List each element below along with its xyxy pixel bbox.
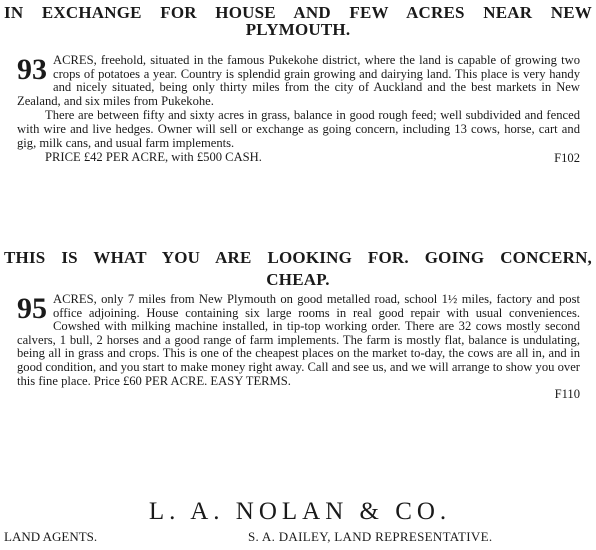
ad1-price-line <box>17 151 580 165</box>
representative-label: S. A. DAILEY, LAND REPRESENTATIVE. <box>248 529 493 544</box>
ad2-body <box>17 293 580 402</box>
firm-name: L. A. NOLAN & CO. <box>148 498 452 525</box>
ad2-reference-line <box>17 388 580 402</box>
ad1-price: PRICE £42 PER ACRE, with £500 CASH. <box>45 150 262 165</box>
ad2-headline-cont: CHEAP. <box>266 270 330 289</box>
ad1-headline: IN EXCHANGE FOR HOUSE AND FEW ACRES NEAR NEW <box>4 3 592 22</box>
ad2-reference: F110 <box>554 387 580 402</box>
ad1-paragraph-1: ACRES, freehold, situated in the famous Pukekohe district, where the land is capable of growing two crops of potatoes a year. Country is splendid grain growing and dairying land. This place is very handy and nicely situated, being only thirty miles from the city of Auckland and the best markets in New Zealand, and six miles from Pukekohe. <box>17 53 580 108</box>
ad1-body <box>17 54 580 166</box>
ad2-headline: THIS IS WHAT YOU ARE LOOKING FOR. GOING CONCERN, <box>4 248 592 267</box>
ad2-acres-number: 95 <box>17 292 47 325</box>
ad2-paragraph: ACRES, only 7 miles from New Plymouth on good metalled road, school 1½ miles, factory and post office adjoining. House containing six large rooms in real good repair with usual conveniences. Cowshed with milking machine installed, in tip-top working order. There are 32 cows mostly second calvers, 1 bull, 2 horses and a good range of farm implements. The farm is mostly flat, balance is undulating, being all in grass and crops. This is one of the cheapest places on the market to-day, the cows are all in, and in good condition, and you start to make money right away. Call and see us, and we will arrange to show you over this fine place. Price £60 PER ACRE. EASY TERMS. <box>17 292 580 388</box>
ad1-paragraph-2: There are between fifty and sixty acres in grass, balance in good rough feed; well subdivided and fenced with wire and live hedges. Owner will sell or exchange as going concern, including 13 cows, horse, cart and gig, milk cans, and usual farm implements. <box>17 108 580 150</box>
ad1-headline-cont: PLYMOUTH. <box>245 20 351 39</box>
ad1-acres-number: 93 <box>17 53 47 86</box>
land-agents-label: LAND AGENTS. <box>4 529 98 544</box>
ad1-reference: F102 <box>554 151 580 166</box>
